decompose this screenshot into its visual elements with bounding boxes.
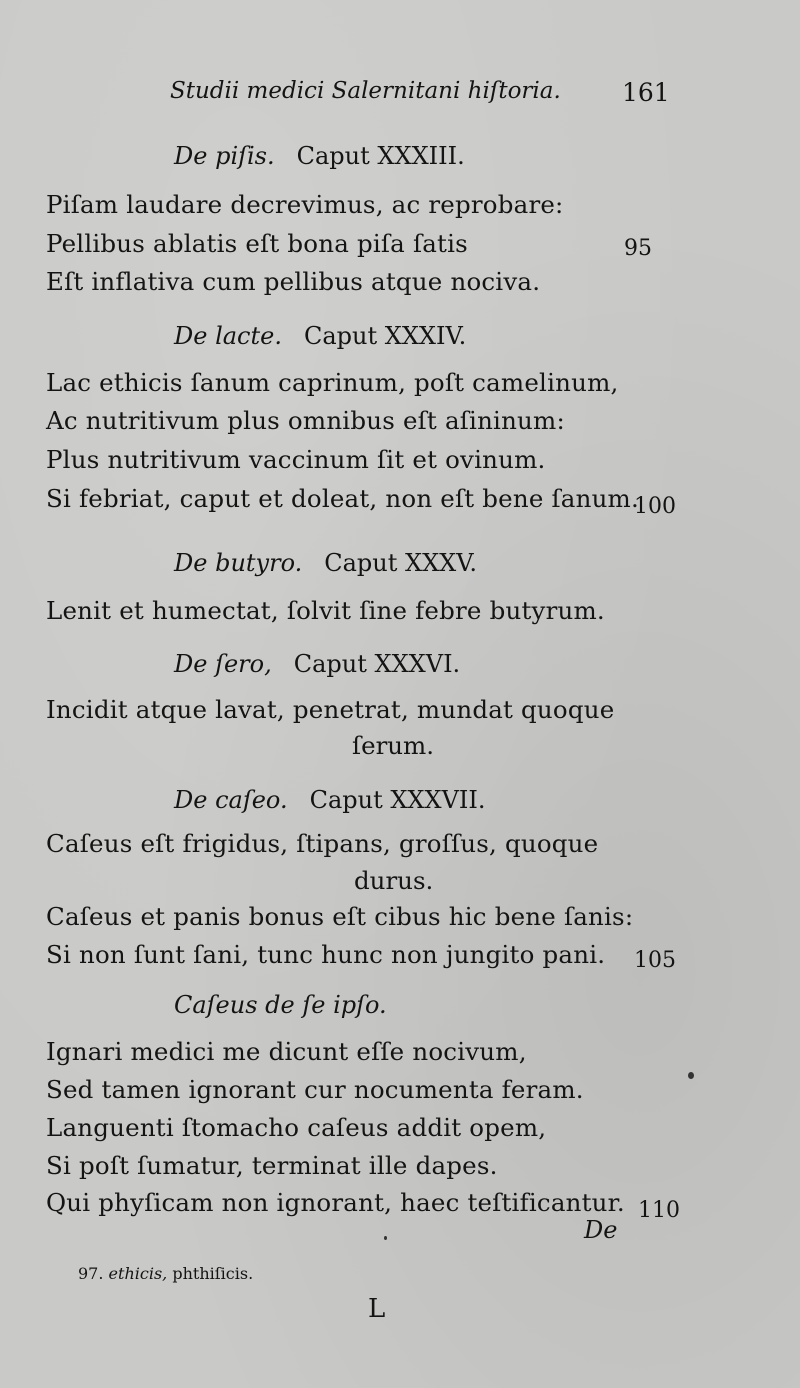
footnote-number: 97. <box>78 1264 104 1283</box>
verse-line: Eſt inflativa cum pellibus atque nociva. <box>46 267 541 296</box>
section-heading <box>174 322 466 350</box>
running-head-title: Studii medici Salernitani hiſtoria. <box>170 78 561 104</box>
verse-line: Caſeus et panis bonus eſt cibus hic bene ſanis: <box>46 902 634 931</box>
line-number: 100 <box>634 494 676 519</box>
page-number: 161 <box>622 78 670 107</box>
verse-line: Incidit atque lavat, penetrat, mundat quoque <box>46 695 615 724</box>
section-heading <box>174 142 465 170</box>
verse-line-continuation: durus. <box>354 866 434 895</box>
section-heading <box>174 991 387 1019</box>
section-heading <box>174 650 460 678</box>
section-heading-caput: Caput XXXVI. <box>293 650 461 678</box>
line-number: 95 <box>624 236 652 261</box>
verse-line: Lac ethicis ſanum caprinum, poſt camelinum, <box>46 368 619 397</box>
section-heading-caput: Caput XXXIII. <box>296 142 465 170</box>
verse-line: Si poſt ſumatur, terminat ille dapes. <box>46 1151 498 1180</box>
catchword: De <box>584 1216 618 1244</box>
section-heading-title: Caſeus de ſe ipſo. <box>174 991 387 1019</box>
verse-line: Piſam laudare decrevimus, ac reprobare: <box>46 190 564 219</box>
section-heading-title: De lacte. <box>174 322 282 350</box>
signature-mark: L <box>368 1294 386 1324</box>
section-heading-title: De caſeo. <box>174 786 288 814</box>
footnote-term: ethicis, <box>108 1264 168 1283</box>
line-number: 110 <box>638 1198 680 1223</box>
section-heading-caput: Caput XXXIV. <box>303 322 467 350</box>
footnote-gloss: phthiſicis. <box>172 1264 254 1283</box>
verse-line: Ignari medici me dicunt eſſe nocivum, <box>46 1037 527 1066</box>
section-heading <box>174 549 477 577</box>
section-heading <box>174 786 486 814</box>
section-heading-caput: Caput XXXVII. <box>309 786 486 814</box>
verse-line: Si febriat, caput et doleat, non eſt bene ſanum. <box>46 484 639 513</box>
verse-line-continuation: ſerum. <box>352 731 435 760</box>
line-number: 105 <box>634 948 676 973</box>
verse-line: Pellibus ablatis eſt bona piſa ſatis <box>46 229 468 258</box>
verse-line: Ac nutritivum plus omnibus eſt aſininum: <box>46 406 565 435</box>
footnote <box>78 1264 253 1283</box>
verse-line: Plus nutritivum vaccinum ſit et ovinum. <box>46 445 546 474</box>
section-heading-title: De piſis. <box>174 142 275 170</box>
verse-line: Languenti ſtomacho caſeus addit opem, <box>46 1113 547 1142</box>
section-heading-title: De ſero, <box>174 650 272 678</box>
paper-speck <box>384 1236 387 1240</box>
verse-line: Lenit et humectat, ſolvit ſine febre butyrum. <box>46 596 605 625</box>
section-heading-title: De butyro. <box>174 549 303 577</box>
verse-line: Sed tamen ignorant cur nocumenta feram. <box>46 1075 584 1104</box>
verse-line: Caſeus eſt frigidus, ſtipans, groſſus, quoque <box>46 829 599 858</box>
verse-line: Si non ſunt ſani, tunc hunc non jungito pani. <box>46 940 606 969</box>
verse-line: Qui phyſicam non ignorant, haec teſtificantur. <box>46 1188 625 1217</box>
paper-speck <box>688 1072 694 1079</box>
section-heading-caput: Caput XXXV. <box>324 549 478 577</box>
